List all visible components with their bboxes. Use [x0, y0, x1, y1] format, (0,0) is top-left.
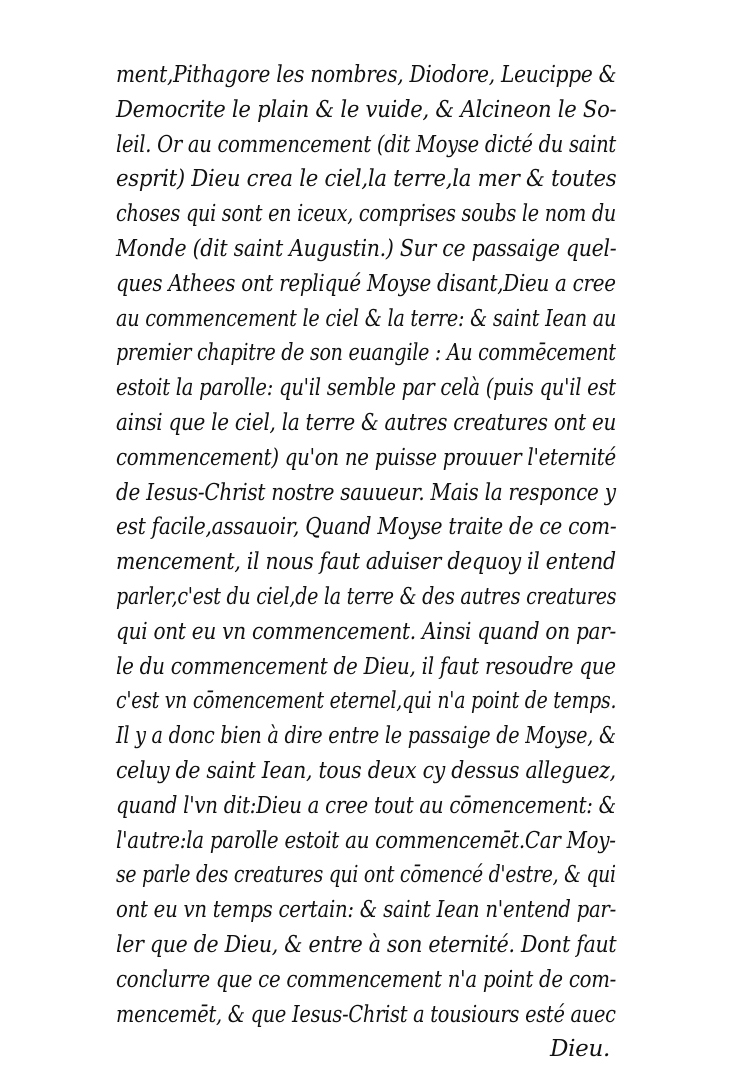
text-line: premier chapitre de son euangile : Au commēcement [116, 340, 616, 367]
text-line: l'autre:la parolle estoit au commencemēt.Car Moy- [116, 827, 616, 854]
text-line: Democrite le plain & le vuide, & Alcineon le So- [116, 96, 617, 123]
text-line: le du commencement de Dieu, il faut resoudre que [116, 653, 616, 680]
text-line: Monde (dit saint Augustin.) Sur ce passaige quel- [116, 235, 617, 262]
page-text-block [116, 58, 616, 1067]
text-line: se parle des creatures qui ont cōmencé d'estre, & qui [116, 862, 616, 889]
text-line: c'est vn cōmencement eternel,qui n'a point de temps. [116, 688, 617, 715]
text-line: ler que de Dieu, & entre à son eternité. Dont faut [116, 931, 617, 958]
text-line: leil. Or au commencement (dit Moyse dicté du saint [116, 131, 617, 158]
text-line: ment,Pithagore les nombres, Diodore, Leucippe & [116, 62, 617, 88]
text-line: ainsi que le ciel, la terre & autres creatures ont eu [116, 409, 617, 436]
text-line: mencement, il nous faut aduiser dequoy il entend [116, 549, 616, 576]
text-line: commencement) qu'on ne puisse prouuer l'eternité [116, 444, 616, 471]
text-line: qui ont eu vn commencement. Ainsi quand on par- [116, 618, 617, 645]
text-line: ont eu vn temps certain: & saint Iean n'entend par- [116, 897, 616, 924]
text-line: estoit la parolle: qu'il semble par celà (puis qu'il est [116, 375, 616, 402]
text-line: ques Athees ont repliqué Moyse disant,Dieu a cree [116, 270, 616, 297]
text-line: Il y a donc bien à dire entre le passaige de Moyse, & [116, 723, 616, 750]
text-line: choses qui sont en iceux, comprises soubs le nom du [116, 201, 617, 228]
text-line: de Iesus-Christ nostre sauueur. Mais la responce y [116, 479, 616, 506]
text-line: quand l'vn dit:Dieu a cree tout au cōmencement: & [116, 792, 616, 819]
text-line: conclurre que ce commencement n'a point de com- [116, 966, 617, 993]
text-line: au commencement le ciel & la terre: & saint Iean au [116, 305, 617, 332]
text-line: celuy de saint Iean, tous deux cy dessus alleguez, [116, 757, 616, 784]
text-line: est facile,assauoir, Quand Moyse traite de ce com- [116, 514, 617, 541]
text-line: parler,c'est du ciel,de la terre & des autres creatures [116, 583, 617, 610]
closing-word: Dieu. [549, 1036, 610, 1063]
text-line: esprit) Dieu crea le ciel,la terre,la mer & toutes [116, 166, 617, 193]
text-line: mencemēt, & que Iesus-Christ a tousiours esté auec [116, 1001, 616, 1028]
